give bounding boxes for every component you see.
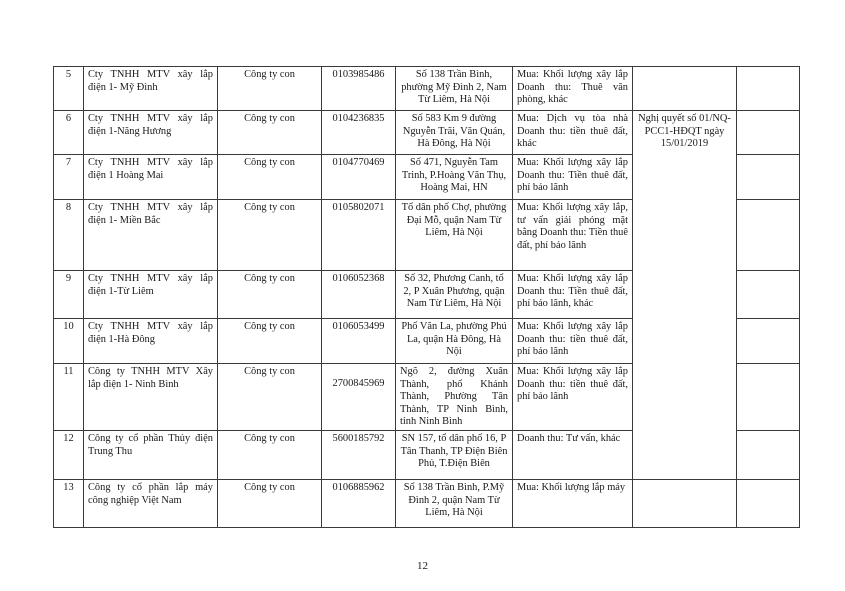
decision-cell-empty	[633, 479, 737, 527]
transaction-note: Doanh thu: Tư vấn, khác	[513, 430, 633, 479]
relation-type: Công ty con	[218, 271, 322, 319]
transaction-note: Mua: Khối lượng xây lắp Doanh thu: tiền thuê đất, phí bảo lãnh	[513, 319, 633, 364]
transaction-note: Mua: Khối lượng xây lắp, tư vấn giải phóng mặt bằng Doanh thu: Tiền thuê đất, phí bảo lãnh	[513, 200, 633, 271]
relation-type: Công ty con	[218, 364, 322, 431]
company-name: Cty TNHH MTV xây lắp điện 1- Miền Bắc	[84, 200, 218, 271]
transaction-note: Mua: Khối lượng xây lắp Doanh thu: tiền thuê đất, phí bảo lãnh	[513, 364, 633, 431]
company-address: Số 138 Trần Bình, P.Mỹ Đình 2, quận Nam Từ Liêm, Hà Nội	[396, 479, 513, 527]
tax-code: 0103985486	[322, 67, 396, 111]
transaction-note: Mua: Khối lượng xây lắp Doanh thu: Thuê văn phòng, khác	[513, 67, 633, 111]
extra-cell	[737, 111, 800, 155]
relation-type: Công ty con	[218, 319, 322, 364]
relation-type: Công ty con	[218, 155, 322, 200]
row-number: 13	[54, 479, 84, 527]
tax-code: 0105802071	[322, 200, 396, 271]
transaction-note: Mua: Dịch vụ tòa nhà Doanh thu: tiền thuê đất, khác	[513, 111, 633, 155]
row-number: 8	[54, 200, 84, 271]
company-address: Số 138 Trần Bình, phường Mỹ Đình 2, Nam Từ Liêm, Hà Nội	[396, 67, 513, 111]
tax-code: 5600185792	[322, 430, 396, 479]
transaction-note: Mua: Khối lượng xây lắp Doanh thu: Tiền thuê đất, phí bảo lãnh	[513, 155, 633, 200]
extra-cell	[737, 67, 800, 111]
extra-cell	[737, 319, 800, 364]
relation-type: Công ty con	[218, 430, 322, 479]
company-address: Số 471, Nguyễn Tam Trinh, P.Hoàng Văn Thụ, Hoàng Mai, HN	[396, 155, 513, 200]
tax-code: 2700845969	[322, 364, 396, 431]
tax-code: 0106053499	[322, 319, 396, 364]
table-row	[54, 67, 800, 111]
company-address: Tổ dân phố Chợ, phường Đại Mỗ, quận Nam Từ Liêm, Hà Nội	[396, 200, 513, 271]
company-name: Công ty cổ phần Thủy điện Trung Thu	[84, 430, 218, 479]
extra-cell	[737, 479, 800, 527]
row-number: 6	[54, 111, 84, 155]
row-number: 7	[54, 155, 84, 200]
tax-code: 0104236835	[322, 111, 396, 155]
tax-code: 0104770469	[322, 155, 396, 200]
tax-code: 0106885962	[322, 479, 396, 527]
tax-code: 0106052368	[322, 271, 396, 319]
relation-type: Công ty con	[218, 111, 322, 155]
extra-cell	[737, 271, 800, 319]
decision-cell-empty	[633, 67, 737, 111]
company-name: Cty TNHH MTV xây lắp điện 1-Hà Đông	[84, 319, 218, 364]
relation-type: Công ty con	[218, 67, 322, 111]
company-address: Phố Văn La, phường Phú La, quận Hà Đông, Hà Nội	[396, 319, 513, 364]
transaction-note: Mua: Khối lượng xây lắp Doanh thu: Tiền thuê đất, phí bảo lãnh, khác	[513, 271, 633, 319]
company-address: Ngõ 2, đường Xuân Thành, phố Khánh Thành, Phường Tân Thành, TP Ninh Bình, tỉnh Ninh Bình	[396, 364, 513, 431]
row-number: 10	[54, 319, 84, 364]
company-name: Cty TNHH MTV xây lắp điện 1 Hoàng Mai	[84, 155, 218, 200]
transaction-note: Mua: Khối lượng lắp máy	[513, 479, 633, 527]
row-number: 9	[54, 271, 84, 319]
row-number: 5	[54, 67, 84, 111]
extra-cell	[737, 155, 800, 200]
relation-type: Công ty con	[218, 200, 322, 271]
company-name: Công ty TNHH MTV Xây lắp điện 1- Ninh Bình	[84, 364, 218, 431]
decision-cell-empty	[737, 430, 800, 479]
page-number: 12	[417, 560, 428, 572]
company-name: Cty TNHH MTV xây lắp điện 1-Từ Liêm	[84, 271, 218, 319]
relation-type: Công ty con	[218, 479, 322, 527]
company-name: Công ty cổ phần lắp máy công nghiệp Việt Nam	[84, 479, 218, 527]
board-resolution: Nghị quyết số 01/NQ-PCC1-HĐQT ngày 15/01/2019	[633, 111, 737, 480]
row-number: 12	[54, 430, 84, 479]
company-name: Cty TNHH MTV xây lắp điện 1-Năng Hương	[84, 111, 218, 155]
table-row	[54, 111, 800, 155]
related-party-table	[53, 66, 800, 528]
table-row	[54, 479, 800, 527]
company-name: Cty TNHH MTV xây lắp điện 1- Mỹ Đình	[84, 67, 218, 111]
company-address: Số 583 Km 9 đường Nguyễn Trãi, Văn Quán, Hà Đông, Hà Nội	[396, 111, 513, 155]
extra-cell	[737, 364, 800, 431]
company-address: Số 32, Phương Canh, tổ 2, P Xuân Phương, quận Nam Từ Liêm, Hà Nội	[396, 271, 513, 319]
row-number: 11	[54, 364, 84, 431]
company-address: SN 157, tổ dân phố 16, P Tân Thanh, TP Điện Biên Phủ, T.Điện Biên	[396, 430, 513, 479]
extra-cell	[737, 200, 800, 271]
